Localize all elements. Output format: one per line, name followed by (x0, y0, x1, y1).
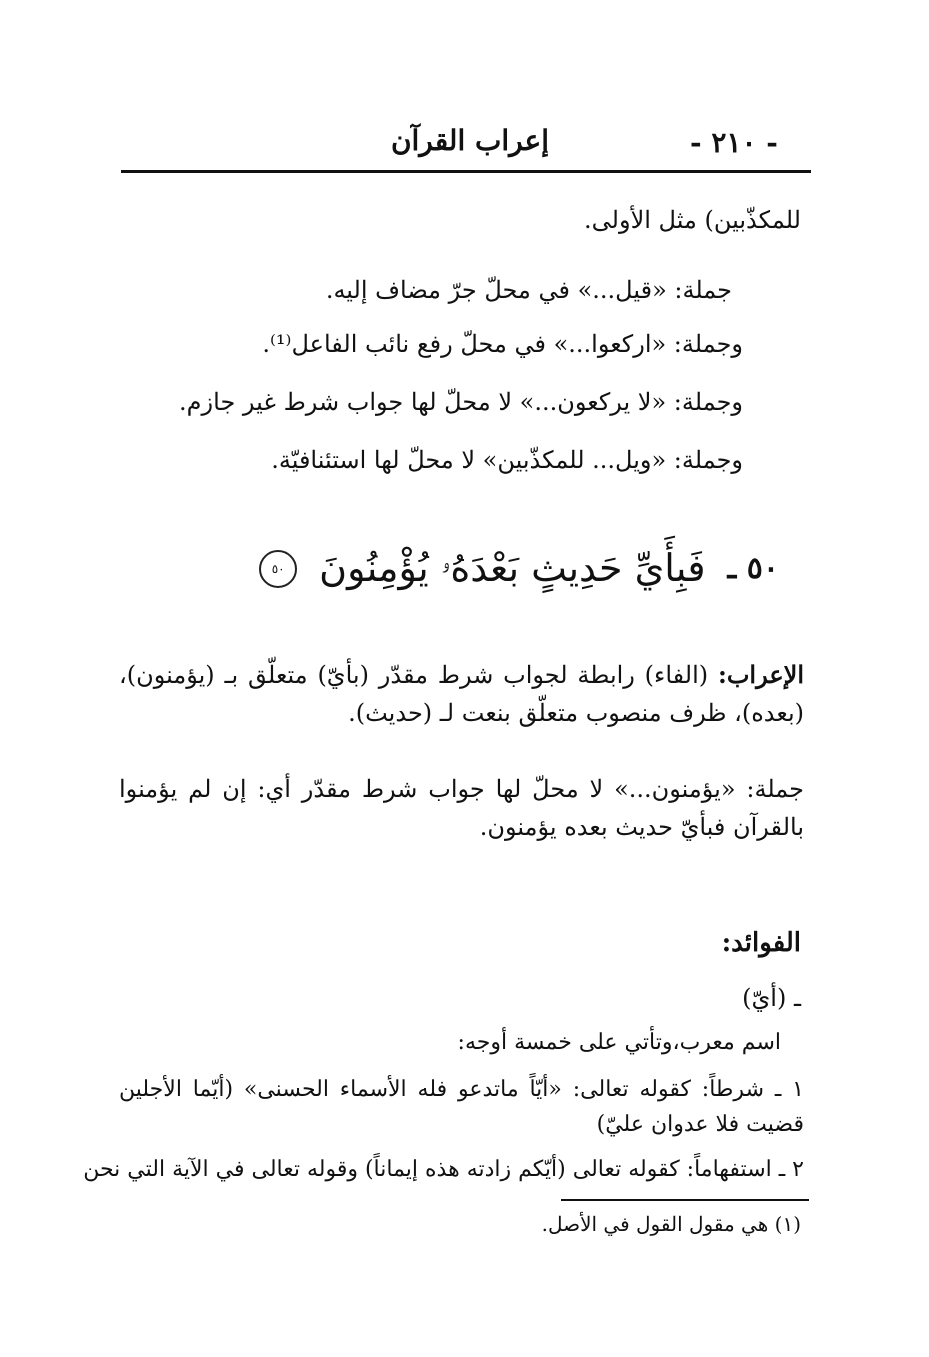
sentence-la-yarkaoun: وجملة: «لا يركعون...» لا محلّ لها جواب شرط غير جازم. (179, 388, 743, 416)
verse-number: ٥٠ ـ (727, 551, 779, 586)
running-title: إعراب القرآن (390, 124, 550, 157)
header-rule (121, 170, 811, 173)
footnote: (١) هي مقول القول في الأصل. (541, 1212, 801, 1236)
sentence-qil: جملة: «قيل...» في محلّ جرّ مضاف إليه. (325, 276, 732, 304)
fawaid-item-2: ٢ ـ استفهاماً: كقوله تعالى (أيّكم زادته هذه إيماناً) وقوله تعالى في الآية التي نحن (83, 1157, 804, 1182)
page-number: - ٢١٠ - (690, 126, 778, 159)
sentence-yuminoun: جملة: «يؤمنون...» لا محلّ لها جواب شرط مقدّر أي: إن لم يؤمنوا بالقرآن فبأيّ حديث بعده يؤمنون. (119, 775, 804, 842)
irab-paragraph (119, 656, 804, 733)
fawaid-heading: الفوائد: (721, 928, 801, 958)
verse-end-marker: ٥٠ (259, 550, 297, 588)
fawaid-intro: اسم معرب،وتأتي على خمسة أوجه: (457, 1030, 781, 1055)
sentence-wayl: وجملة: «ويل... للمكذّبين» لا محلّ لها استئنافيّة. (271, 446, 743, 474)
quran-verse (259, 546, 779, 591)
sentence-irkaou: وجملة: «اركعوا...» في محلّ رفع نائب الفاعل⁽¹⁾. (262, 330, 743, 358)
fawaid-item-1: ١ ـ شرطاً: كقوله تعالى: «أيّاً ماتدعو فله الأسماء الحسنى» (أيّما الأجلين قضيت فلا عدوان عليّ) (119, 1077, 804, 1138)
intro-line: للمكذّبين) مثل الأولى. (584, 206, 801, 234)
verse-text: فَبِأَيِّ حَدِيثٍ بَعْدَهُۥ يُؤْمِنُونَ (319, 546, 706, 590)
fawaid-subheading: ـ (أيّ) (742, 984, 801, 1012)
footnote-rule (561, 1199, 809, 1201)
irab-label: الإعراب: (717, 660, 804, 689)
irab-text: (الفاء) رابطة لجواب شرط مقدّر (بأيّ) متعلّق بـ (يؤمنون)، (بعده)، ظرف منصوب متعلّق بنعت لـ (حديث). (119, 661, 804, 728)
